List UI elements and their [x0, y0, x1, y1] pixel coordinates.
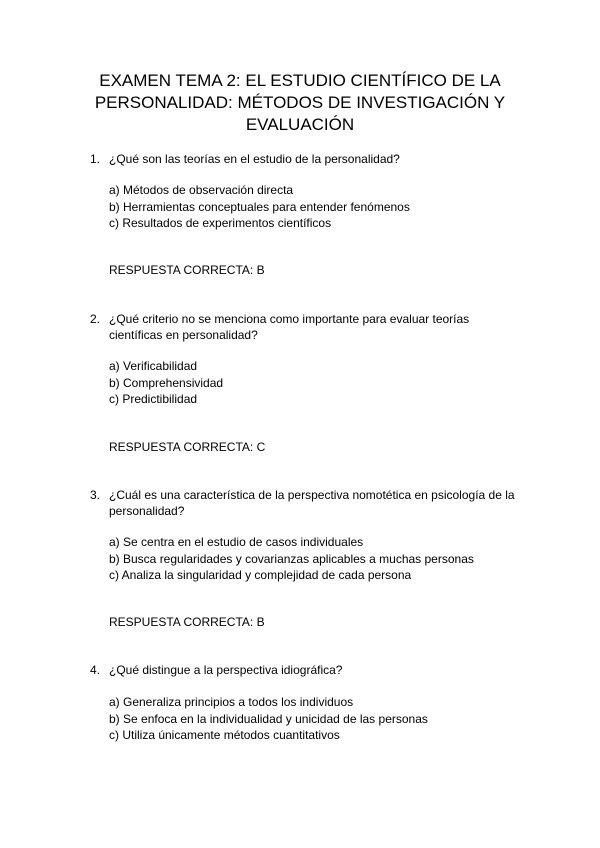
question-3	[90, 487, 520, 519]
answer-1: RESPUESTA CORRECTA: B	[109, 263, 265, 277]
question-4	[90, 662, 520, 678]
options-3	[109, 534, 474, 584]
option-c: c) Resultados de experimentos científicos	[109, 216, 332, 230]
option-a: a) Métodos de observación directa	[109, 183, 294, 197]
question-2	[90, 311, 520, 343]
option-b: b) Busca regularidades y covarianzas aplicables a muchas personas	[109, 551, 474, 566]
question-1	[90, 151, 520, 167]
option-a: a) Se centra en el estudio de casos individuales	[109, 535, 364, 549]
answer-3: RESPUESTA CORRECTA: B	[109, 615, 265, 629]
question-text: ¿Qué criterio no se menciona como importante para evaluar teorías científicas en personalidad?	[109, 312, 470, 342]
option-c: c) Utiliza únicamente métodos cuantitativos	[109, 728, 340, 742]
question-text: ¿Qué son las teorías en el estudio de la personalidad?	[109, 152, 400, 166]
options-1	[109, 182, 410, 232]
option-c: c) Predictibilidad	[109, 392, 198, 406]
option-b: b) Comprehensividad	[109, 375, 224, 390]
question-number: 2.	[90, 312, 101, 326]
option-a: a) Generaliza principios a todos los individuos	[109, 695, 354, 709]
question-number: 4.	[90, 663, 101, 677]
option-b: b) Se enfoca en la individualidad y unicidad de las personas	[109, 711, 428, 726]
answer-2: RESPUESTA CORRECTA: C	[109, 440, 266, 454]
question-text: ¿Cuál es una característica de la perspectiva nomotética en psicología de la personalidad?	[109, 488, 515, 518]
options-4	[109, 694, 428, 744]
question-text: ¿Qué distingue a la perspectiva idiográfica?	[109, 663, 343, 677]
page-title: EXAMEN TEMA 2: EL ESTUDIO CIENTÍFICO DE LA PERSONALIDAD: MÉTODOS DE INVESTIGACIÓN Y EVALUACIÓN	[94, 71, 506, 134]
question-number: 3.	[90, 488, 101, 502]
options-2	[109, 358, 223, 408]
option-a: a) Verificabilidad	[109, 359, 198, 373]
option-b: b) Herramientas conceptuales para entender fenómenos	[109, 199, 410, 214]
option-c: c) Analiza la singularidad y complejidad de cada persona	[109, 568, 412, 582]
question-number: 1.	[90, 152, 101, 166]
